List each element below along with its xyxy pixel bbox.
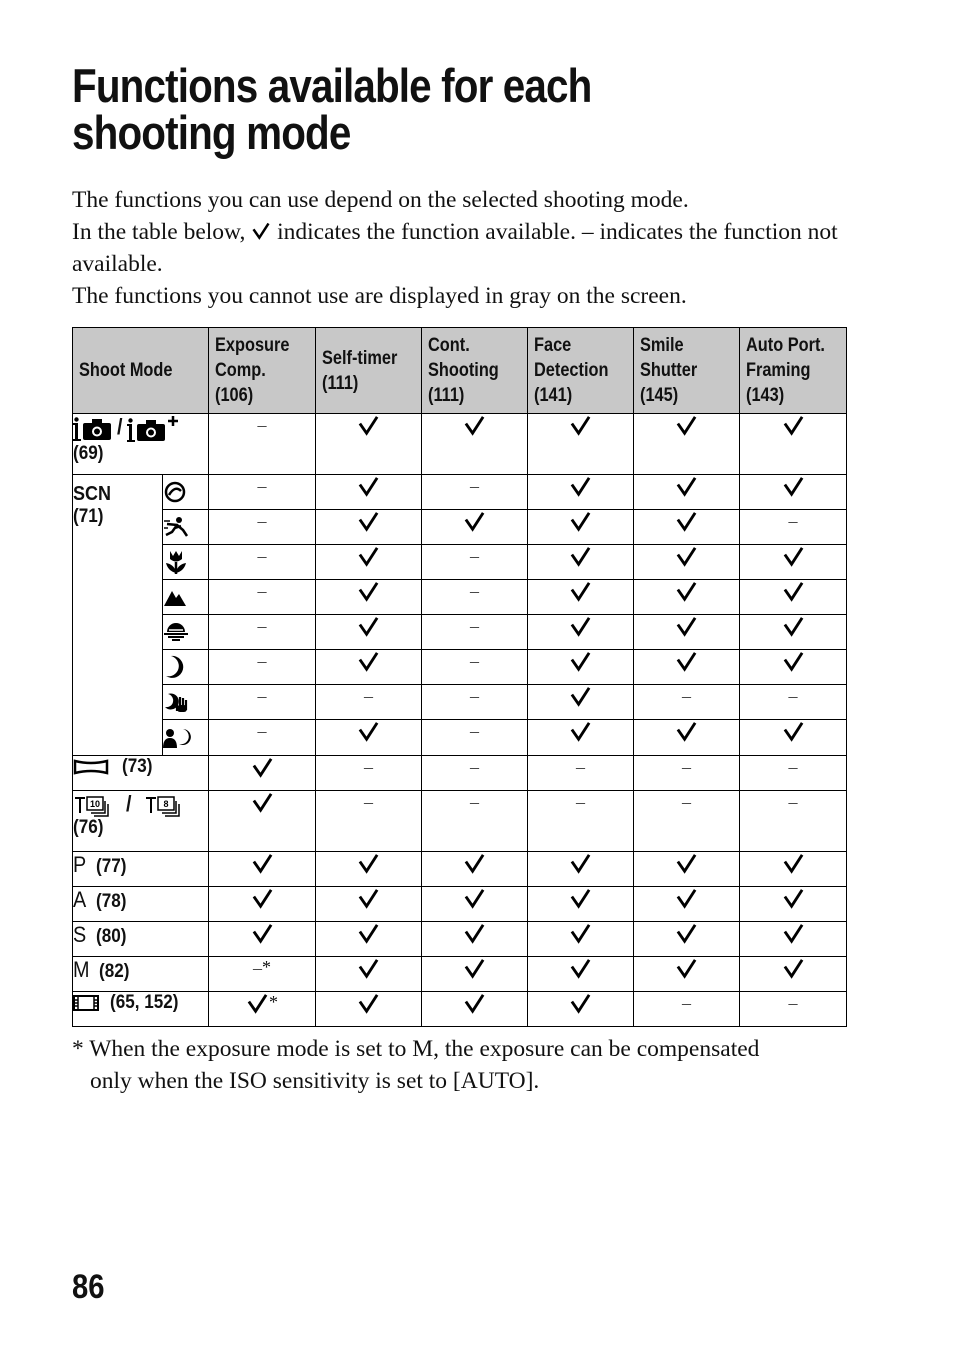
check-icon	[675, 720, 698, 743]
check-icon	[463, 957, 486, 980]
not-available-mark: –	[257, 546, 267, 566]
cell-cont	[422, 992, 528, 1027]
check-icon	[251, 221, 271, 241]
cell-exposure	[209, 852, 316, 887]
macro-flower-icon	[163, 549, 189, 575]
intro-text	[72, 184, 872, 312]
mode-scn: SCN (71)	[73, 475, 163, 756]
cell-self-timer	[316, 887, 422, 922]
table-row	[73, 957, 847, 992]
header-cont-shooting: Cont. Shooting (111)	[422, 328, 528, 414]
not-available-mark: –	[257, 581, 267, 601]
cell-exposure	[209, 756, 316, 791]
cell-smile	[634, 852, 740, 887]
not-available-mark: –	[470, 581, 480, 601]
check-icon	[569, 852, 592, 875]
cell-auto	[740, 615, 847, 650]
not-available-mark: –	[257, 511, 267, 531]
table-row	[73, 545, 847, 580]
check-icon	[357, 580, 380, 603]
check-icon	[357, 992, 380, 1015]
cell-auto	[740, 887, 847, 922]
not-available-mark: –	[470, 792, 480, 812]
mode-p: P (77)	[73, 852, 209, 887]
cell-face	[528, 580, 634, 615]
cell-smile	[634, 756, 740, 791]
cell-smile	[634, 957, 740, 992]
cell-face	[528, 545, 634, 580]
cell-smile	[634, 475, 740, 510]
scn-sports	[163, 510, 209, 545]
cell-face	[528, 685, 634, 720]
cell-exposure	[209, 992, 316, 1027]
mode-s: S (80)	[73, 922, 209, 957]
sports-action-icon	[163, 516, 189, 538]
table-row	[73, 791, 847, 852]
mode-sweep-panorama: (73)	[73, 756, 209, 791]
check-icon	[463, 887, 486, 910]
check-icon	[569, 720, 592, 743]
check-icon	[675, 957, 698, 980]
not-available-mark: –	[788, 686, 798, 706]
cell-smile	[634, 650, 740, 685]
night-portrait-icon	[163, 727, 191, 749]
cell-cont	[422, 650, 528, 685]
cell-face	[528, 615, 634, 650]
check-icon	[675, 887, 698, 910]
intro-line-1: The functions you can use depend on the selected shooting mode.	[72, 187, 689, 213]
cell-face	[528, 992, 634, 1027]
cell-exposure	[209, 545, 316, 580]
header-exposure-comp: Exposure Comp. (106)	[209, 328, 316, 414]
check-icon	[675, 580, 698, 603]
check-icon	[782, 720, 805, 743]
table-row	[73, 615, 847, 650]
cell-smile	[634, 922, 740, 957]
cell-self-timer	[316, 414, 422, 475]
footnote-asterisk: *	[269, 992, 279, 1012]
cell-auto	[740, 580, 847, 615]
check-icon	[357, 720, 380, 743]
not-available-mark: –	[257, 616, 267, 636]
check-icon	[782, 545, 805, 568]
superior-auto-icon	[127, 415, 181, 443]
cell-exposure	[209, 887, 316, 922]
not-available-mark: –	[682, 993, 692, 1013]
check-icon	[782, 957, 805, 980]
check-icon	[569, 887, 592, 910]
cell-smile	[634, 510, 740, 545]
cell-auto	[740, 685, 847, 720]
cell-auto	[740, 414, 847, 475]
not-available-mark: –	[257, 415, 267, 435]
mode-a: A (78)	[73, 887, 209, 922]
table-row	[73, 580, 847, 615]
check-icon	[782, 475, 805, 498]
check-icon	[357, 510, 380, 533]
scn-night-portrait	[163, 720, 209, 756]
cell-auto	[740, 791, 847, 852]
not-available-mark: –	[788, 792, 798, 812]
cell-smile	[634, 992, 740, 1027]
check-icon	[463, 414, 486, 437]
check-icon	[463, 510, 486, 533]
cell-cont	[422, 510, 528, 545]
cell-self-timer	[316, 852, 422, 887]
check-icon	[357, 475, 380, 498]
check-icon	[251, 887, 274, 910]
check-icon	[782, 887, 805, 910]
not-available-mark: –	[257, 651, 267, 671]
cell-auto	[740, 545, 847, 580]
header-face-detection: Face Detection (141)	[528, 328, 634, 414]
not-available-mark: –	[257, 476, 267, 496]
header-smile-shutter: Smile Shutter (145)	[634, 328, 740, 414]
cell-exposure	[209, 615, 316, 650]
check-icon	[675, 510, 698, 533]
cell-cont	[422, 887, 528, 922]
not-available-mark: –	[788, 511, 798, 531]
footnote-asterisk: *	[262, 957, 272, 977]
check-icon	[357, 615, 380, 638]
check-icon	[569, 650, 592, 673]
check-icon	[251, 756, 274, 779]
cell-exposure	[209, 510, 316, 545]
check-icon	[251, 852, 274, 875]
not-available-mark: –	[470, 757, 480, 777]
mode-m: M (82)	[73, 957, 209, 992]
cell-face	[528, 957, 634, 992]
table-row	[73, 992, 847, 1027]
cell-exposure	[209, 922, 316, 957]
cell-cont	[422, 720, 528, 756]
cell-cont	[422, 545, 528, 580]
table-row	[73, 685, 847, 720]
cell-cont	[422, 957, 528, 992]
cell-cont	[422, 791, 528, 852]
soft-snap-icon	[163, 481, 187, 503]
check-icon	[675, 650, 698, 673]
check-icon	[675, 852, 698, 875]
table-row	[73, 720, 847, 756]
night-scene-icon	[163, 655, 185, 679]
scn-sunset	[163, 615, 209, 650]
table-row	[73, 475, 847, 510]
cell-auto	[740, 852, 847, 887]
cell-self-timer	[316, 615, 422, 650]
cell-self-timer	[316, 580, 422, 615]
scn-night	[163, 650, 209, 685]
cell-cont	[422, 756, 528, 791]
cell-cont	[422, 615, 528, 650]
not-available-mark: –	[682, 792, 692, 812]
intelligent-auto-icon	[73, 416, 113, 442]
scn-landscape	[163, 580, 209, 615]
cell-face	[528, 475, 634, 510]
svg-text:8: 8	[163, 798, 169, 809]
cell-auto	[740, 957, 847, 992]
scn-soft-snap	[163, 475, 209, 510]
check-icon	[782, 922, 805, 945]
cell-self-timer	[316, 510, 422, 545]
not-available-mark: –	[257, 686, 267, 706]
scn-macro	[163, 545, 209, 580]
check-icon	[357, 414, 380, 437]
check-icon	[569, 510, 592, 533]
not-available-mark: –	[788, 757, 798, 777]
cell-face	[528, 852, 634, 887]
not-available-mark: –	[682, 757, 692, 777]
not-available-mark: –	[364, 757, 374, 777]
cell-face	[528, 720, 634, 756]
cont-advance-10-icon	[73, 795, 115, 817]
not-available-mark: –	[470, 616, 480, 636]
page-title: Functions available for each shooting mode	[72, 59, 592, 159]
not-available-mark: –	[576, 757, 586, 777]
table-row	[73, 756, 847, 791]
check-icon	[569, 957, 592, 980]
check-icon	[675, 922, 698, 945]
check-icon	[357, 650, 380, 673]
table-row	[73, 414, 847, 475]
check-icon	[569, 922, 592, 945]
check-icon	[251, 791, 274, 814]
cell-auto	[740, 475, 847, 510]
check-icon	[782, 580, 805, 603]
check-icon	[357, 957, 380, 980]
not-available-mark: –	[470, 686, 480, 706]
check-icon	[357, 887, 380, 910]
check-icon	[675, 545, 698, 568]
cell-smile	[634, 545, 740, 580]
check-icon	[569, 414, 592, 437]
mode-intelligent-auto: / (69)	[73, 414, 209, 475]
movie-icon	[73, 993, 99, 1013]
check-icon	[463, 852, 486, 875]
not-available-mark: –	[470, 651, 480, 671]
cell-smile	[634, 414, 740, 475]
cell-self-timer	[316, 791, 422, 852]
cell-self-timer	[316, 685, 422, 720]
header-self-timer: Self-timer (111)	[316, 328, 422, 414]
cell-exposure	[209, 957, 316, 992]
check-icon	[782, 852, 805, 875]
check-icon	[246, 992, 269, 1015]
intro-line-2: In the table below, indicates the function available. – indicates the function not available.	[72, 219, 838, 277]
not-available-mark: –	[364, 792, 374, 812]
cell-smile	[634, 887, 740, 922]
cell-auto	[740, 922, 847, 957]
cell-self-timer	[316, 992, 422, 1027]
cell-cont	[422, 922, 528, 957]
cell-exposure	[209, 685, 316, 720]
table-row	[73, 887, 847, 922]
cont-advance-8-icon	[144, 795, 186, 817]
cell-self-timer	[316, 720, 422, 756]
cell-cont	[422, 852, 528, 887]
footnote: * When the exposure mode is set to M, the exposure can be compensated only when the ISO sensitivity is set to [AUTO].	[72, 1036, 760, 1094]
cell-cont	[422, 414, 528, 475]
cell-face	[528, 414, 634, 475]
check-icon	[675, 475, 698, 498]
check-icon	[569, 475, 592, 498]
landscape-icon	[163, 587, 187, 607]
cell-self-timer	[316, 756, 422, 791]
cell-cont	[422, 475, 528, 510]
check-icon	[569, 685, 592, 708]
mode-cont-advance-priority: 10 / 8 (76)	[73, 791, 209, 852]
cell-exposure	[209, 720, 316, 756]
cell-smile	[634, 580, 740, 615]
not-available-mark: –	[364, 686, 374, 706]
cell-smile	[634, 720, 740, 756]
check-icon	[357, 852, 380, 875]
page-number: 86	[72, 1268, 105, 1306]
cell-self-timer	[316, 545, 422, 580]
table-row	[73, 852, 847, 887]
table-row	[73, 922, 847, 957]
check-icon	[463, 992, 486, 1015]
cell-self-timer	[316, 650, 422, 685]
check-icon	[782, 650, 805, 673]
check-icon	[357, 922, 380, 945]
cell-self-timer	[316, 475, 422, 510]
cell-exposure	[209, 791, 316, 852]
table-row	[73, 510, 847, 545]
cell-face	[528, 922, 634, 957]
functions-table	[72, 327, 847, 1027]
cell-face	[528, 791, 634, 852]
cell-exposure	[209, 650, 316, 685]
check-icon	[463, 922, 486, 945]
cell-face	[528, 650, 634, 685]
check-icon	[569, 545, 592, 568]
svg-text:10: 10	[89, 798, 101, 809]
cell-smile	[634, 615, 740, 650]
not-available-mark: –	[257, 721, 267, 741]
cell-auto	[740, 650, 847, 685]
cell-cont	[422, 580, 528, 615]
cell-exposure	[209, 414, 316, 475]
handheld-twilight-icon	[163, 691, 191, 713]
not-available-mark: –	[788, 993, 798, 1013]
cell-self-timer	[316, 957, 422, 992]
cell-self-timer	[316, 922, 422, 957]
check-icon	[675, 615, 698, 638]
cell-auto	[740, 992, 847, 1027]
check-icon	[251, 922, 274, 945]
scn-handheld-twilight	[163, 685, 209, 720]
check-icon	[569, 580, 592, 603]
cell-face	[528, 510, 634, 545]
not-available-mark: –	[576, 792, 586, 812]
not-available-mark: –	[682, 686, 692, 706]
check-icon	[782, 414, 805, 437]
mode-movie: (65, 152)	[73, 992, 209, 1027]
check-icon	[782, 615, 805, 638]
header-shoot-mode: Shoot Mode	[73, 328, 209, 414]
not-available-mark: –	[470, 546, 480, 566]
cell-face	[528, 756, 634, 791]
cell-exposure	[209, 580, 316, 615]
table-row	[73, 650, 847, 685]
cell-face	[528, 887, 634, 922]
not-available-mark: –	[253, 958, 263, 978]
check-icon	[569, 615, 592, 638]
not-available-mark: –	[470, 721, 480, 741]
check-icon	[675, 414, 698, 437]
check-icon	[569, 992, 592, 1015]
sweep-panorama-icon	[73, 758, 109, 776]
sunset-icon	[163, 621, 189, 643]
header-auto-port-framing: Auto Port. Framing (143)	[740, 328, 847, 414]
not-available-mark: –	[470, 476, 480, 496]
cell-auto	[740, 510, 847, 545]
check-icon	[357, 545, 380, 568]
cell-auto	[740, 756, 847, 791]
cell-cont	[422, 685, 528, 720]
cell-smile	[634, 791, 740, 852]
cell-exposure	[209, 475, 316, 510]
cell-smile	[634, 685, 740, 720]
intro-line-3: The functions you cannot use are displayed in gray on the screen.	[72, 283, 687, 309]
cell-auto	[740, 720, 847, 756]
